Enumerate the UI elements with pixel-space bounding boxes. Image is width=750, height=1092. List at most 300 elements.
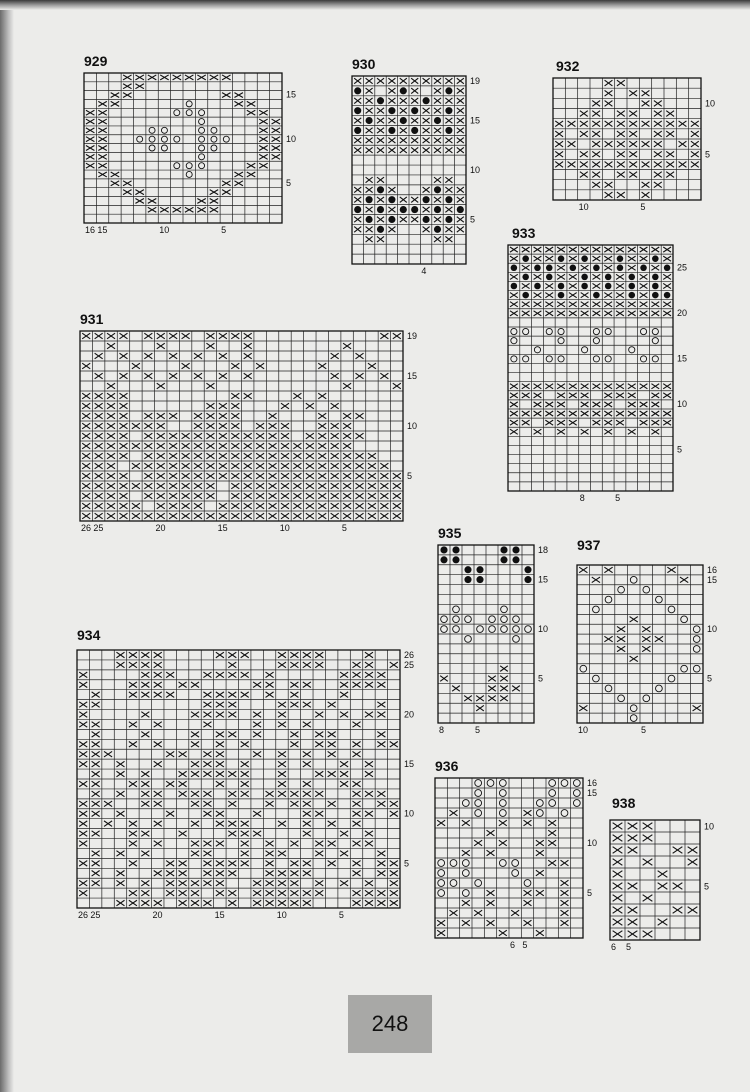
cross-stitch — [616, 411, 624, 416]
cross-stitch — [157, 513, 165, 519]
cross-stitch — [328, 861, 336, 867]
cross-stitch — [628, 883, 638, 890]
cross-stitch — [318, 393, 326, 399]
open-circle-stitch — [223, 136, 229, 142]
cross-stitch — [244, 353, 252, 359]
cross-stitch — [259, 163, 267, 168]
cross-stitch — [628, 429, 636, 434]
cross-stitch — [259, 119, 267, 124]
cross-stitch — [256, 423, 264, 429]
cross-stitch — [266, 841, 274, 847]
cross-stitch — [536, 930, 544, 936]
row-number: 5 — [704, 881, 710, 892]
cross-stitch — [377, 732, 385, 738]
cross-stitch — [651, 311, 659, 316]
filled-dot-stitch — [400, 87, 407, 94]
cross-stitch — [79, 682, 87, 688]
cross-stitch — [328, 841, 336, 847]
cross-stitch — [95, 483, 103, 489]
cross-stitch — [522, 311, 530, 316]
open-circle-stitch — [593, 328, 599, 334]
cross-stitch — [231, 423, 239, 429]
cross-stitch — [663, 302, 671, 307]
row-number: 15 — [707, 574, 718, 585]
cross-stitch — [561, 920, 569, 926]
cross-stitch — [536, 870, 544, 876]
cross-stitch — [356, 413, 364, 419]
filled-dot-stitch — [377, 226, 384, 233]
filled-dot-stitch — [423, 97, 430, 104]
cross-stitch — [380, 373, 388, 379]
cross-stitch — [116, 870, 124, 876]
cross-stitch — [216, 741, 224, 747]
cross-stitch — [144, 443, 152, 449]
cross-stitch — [166, 781, 174, 787]
open-circle-stitch — [186, 110, 192, 116]
cross-stitch — [210, 207, 218, 212]
cross-stitch — [331, 503, 339, 509]
cross-stitch — [82, 483, 90, 489]
cross-stitch — [116, 851, 124, 857]
cross-stitch — [290, 702, 298, 708]
open-circle-stitch — [149, 136, 155, 142]
filled-dot-stitch — [511, 264, 518, 271]
cross-stitch — [179, 831, 187, 837]
cross-stitch — [654, 101, 662, 107]
cross-stitch — [691, 131, 699, 137]
filled-dot-stitch — [400, 117, 407, 124]
row-number: 15 — [538, 574, 549, 585]
open-circle-stitch — [475, 780, 482, 787]
cross-stitch — [617, 131, 625, 137]
filled-dot-stitch — [400, 206, 407, 213]
cross-stitch — [629, 111, 637, 117]
row-number: 10 — [286, 133, 297, 144]
cross-stitch — [557, 247, 565, 252]
cross-stitch — [154, 791, 162, 797]
cross-stitch — [293, 443, 301, 449]
row-number: 5 — [407, 471, 413, 481]
cross-stitch — [593, 411, 601, 416]
cross-stitch — [579, 567, 587, 573]
open-circle-stitch — [693, 626, 700, 633]
cross-stitch — [388, 98, 395, 104]
open-circle-stitch — [549, 800, 556, 807]
cross-stitch — [667, 567, 675, 573]
cross-stitch — [411, 138, 418, 144]
cross-stitch — [366, 98, 373, 104]
column-number: 8 — [579, 493, 585, 503]
filled-dot-stitch — [511, 283, 518, 290]
cross-stitch — [445, 147, 452, 153]
cross-stitch — [548, 840, 556, 846]
cross-stitch — [290, 841, 298, 847]
cross-stitch — [522, 283, 530, 288]
cross-stitch — [457, 78, 464, 84]
cross-stitch — [129, 900, 137, 906]
cross-stitch — [616, 420, 624, 425]
cross-stitch — [390, 662, 398, 668]
cross-stitch — [219, 423, 227, 429]
cross-stitch — [141, 900, 149, 906]
open-circle-stitch — [593, 338, 599, 344]
cross-stitch — [256, 493, 264, 499]
cross-stitch — [679, 141, 687, 147]
cross-stitch — [123, 84, 131, 89]
chart-937 — [577, 537, 717, 735]
cross-stitch — [203, 900, 211, 906]
cross-stitch — [86, 154, 94, 159]
open-circle-stitch — [558, 338, 564, 344]
cross-stitch — [98, 154, 106, 159]
cross-stitch — [266, 801, 274, 807]
cross-stitch — [203, 751, 211, 757]
cross-stitch — [278, 900, 286, 906]
open-circle-stitch — [668, 675, 675, 682]
cross-stitch — [352, 741, 360, 747]
cross-stitch — [400, 197, 407, 203]
cross-stitch — [377, 791, 385, 797]
cross-stitch — [247, 172, 255, 177]
column-number: 5 — [338, 910, 344, 920]
cross-stitch — [278, 821, 286, 827]
cross-stitch — [129, 682, 137, 688]
cross-stitch — [259, 128, 267, 133]
cross-stitch — [216, 702, 224, 708]
cross-stitch — [95, 413, 103, 419]
cross-stitch — [604, 393, 612, 398]
cross-stitch — [144, 353, 152, 359]
cross-stitch — [86, 163, 94, 168]
row-number: 25 — [677, 262, 688, 273]
cross-stitch — [119, 473, 127, 479]
open-circle-stitch — [462, 800, 469, 807]
cross-stitch — [228, 712, 236, 718]
cross-stitch — [318, 513, 326, 519]
cross-stitch — [278, 751, 286, 757]
cross-stitch — [534, 402, 542, 407]
cross-stitch — [522, 247, 530, 252]
cross-stitch — [107, 343, 115, 349]
cross-stitch — [315, 841, 323, 847]
filled-dot-stitch — [581, 274, 588, 281]
cross-stitch — [119, 333, 127, 339]
cross-stitch — [157, 493, 165, 499]
cross-stitch — [191, 682, 199, 688]
cross-stitch — [524, 920, 532, 926]
cross-stitch — [92, 771, 100, 777]
cross-stitch — [191, 841, 199, 847]
cross-stitch — [132, 513, 140, 519]
cross-stitch — [380, 493, 388, 499]
cross-stitch — [241, 821, 249, 827]
cross-stitch — [604, 420, 612, 425]
cross-stitch — [555, 121, 563, 127]
open-circle-stitch — [199, 136, 205, 142]
cross-stitch — [253, 712, 261, 718]
cross-stitch — [157, 453, 165, 459]
cross-stitch — [107, 493, 115, 499]
open-circle-stitch — [475, 810, 482, 817]
cross-stitch — [545, 311, 553, 316]
cross-stitch — [568, 162, 576, 168]
column-number: 26 — [78, 910, 89, 920]
cross-stitch — [82, 453, 90, 459]
cross-stitch — [534, 302, 542, 307]
cross-stitch — [79, 861, 87, 867]
cross-stitch — [244, 493, 252, 499]
cross-stitch — [182, 483, 190, 489]
cross-stitch — [141, 831, 149, 837]
cross-stitch — [604, 384, 612, 389]
cross-stitch — [654, 111, 662, 117]
cross-stitch — [119, 443, 127, 449]
cross-stitch — [244, 443, 252, 449]
cross-stitch — [306, 493, 314, 499]
cross-stitch — [82, 503, 90, 509]
cross-stitch — [393, 383, 401, 389]
open-circle-stitch — [630, 715, 637, 722]
cross-stitch — [169, 353, 177, 359]
open-circle-stitch — [501, 616, 508, 623]
cross-stitch — [569, 247, 577, 252]
cross-stitch — [256, 473, 264, 479]
cross-stitch — [318, 463, 326, 469]
cross-stitch — [666, 151, 674, 157]
row-number: 19 — [407, 331, 418, 341]
cross-stitch — [643, 859, 653, 866]
cross-stitch — [388, 78, 395, 84]
cross-stitch — [605, 101, 613, 107]
cross-stitch — [642, 162, 650, 168]
filled-dot-stitch — [524, 576, 531, 583]
cross-stitch — [278, 761, 286, 767]
cross-stitch — [457, 128, 464, 134]
cross-stitch — [244, 433, 252, 439]
open-circle-stitch — [450, 860, 457, 867]
cross-stitch — [356, 463, 364, 469]
cross-stitch — [352, 682, 360, 688]
cross-stitch — [203, 861, 211, 867]
cross-stitch — [368, 513, 376, 519]
cross-stitch — [445, 78, 452, 84]
cross-stitch — [534, 247, 542, 252]
chart-935 — [438, 525, 548, 735]
cross-stitch — [365, 682, 373, 688]
cross-stitch — [185, 75, 193, 80]
row-number: 10 — [538, 624, 549, 635]
cross-stitch — [98, 119, 106, 124]
cross-stitch — [135, 190, 143, 195]
cross-stitch — [219, 413, 227, 419]
cross-stitch — [253, 900, 261, 906]
cross-stitch — [462, 820, 470, 826]
cross-stitch — [377, 217, 384, 223]
cross-stitch — [434, 108, 441, 114]
cross-stitch — [352, 751, 360, 757]
grid — [508, 245, 673, 491]
cross-stitch — [328, 702, 336, 708]
cross-stitch — [356, 453, 364, 459]
cross-stitch — [434, 138, 441, 144]
cross-stitch — [107, 463, 115, 469]
cross-stitch — [340, 771, 348, 777]
cross-stitch — [377, 801, 385, 807]
cross-stitch — [654, 131, 662, 137]
cross-stitch — [272, 137, 280, 142]
cross-stitch — [141, 692, 149, 698]
cross-stitch — [315, 662, 323, 668]
cross-stitch — [116, 900, 124, 906]
cross-stitch — [210, 190, 218, 195]
cross-stitch — [411, 217, 418, 223]
filled-dot-stitch — [652, 283, 659, 290]
cross-stitch — [123, 75, 131, 80]
cross-stitch — [191, 712, 199, 718]
open-circle-stitch — [501, 606, 508, 613]
cross-stitch — [557, 393, 565, 398]
cross-stitch — [318, 413, 326, 419]
cross-stitch — [219, 353, 227, 359]
cross-stitch — [157, 483, 165, 489]
cross-stitch — [366, 227, 373, 233]
cross-stitch — [318, 363, 326, 369]
cross-stitch — [393, 493, 401, 499]
cross-stitch — [290, 870, 298, 876]
cross-stitch — [107, 403, 115, 409]
cross-stitch — [377, 78, 384, 84]
cross-stitch — [79, 702, 87, 708]
cross-stitch — [628, 835, 638, 842]
cross-stitch — [154, 652, 162, 658]
cross-stitch — [107, 423, 115, 429]
open-circle-stitch — [605, 356, 611, 362]
chart-title: 931 — [80, 311, 104, 327]
cross-stitch — [315, 851, 323, 857]
cross-stitch — [616, 393, 624, 398]
cross-stitch — [605, 90, 613, 96]
cross-stitch — [86, 119, 94, 124]
open-circle-stitch — [487, 780, 494, 787]
cross-stitch — [581, 402, 589, 407]
cross-stitch — [340, 712, 348, 718]
cross-stitch — [303, 781, 311, 787]
cross-stitch — [256, 503, 264, 509]
cross-stitch — [654, 172, 662, 178]
cross-stitch — [95, 513, 103, 519]
cross-stitch — [206, 343, 214, 349]
open-circle-stitch — [561, 810, 568, 817]
cross-stitch — [111, 181, 119, 186]
cross-stitch — [352, 811, 360, 817]
cross-stitch — [365, 890, 373, 896]
cross-stitch — [315, 880, 323, 886]
cross-stitch — [628, 256, 636, 261]
cross-stitch — [651, 302, 659, 307]
cross-stitch — [604, 567, 612, 573]
cross-stitch — [278, 890, 286, 896]
cross-stitch — [92, 732, 100, 738]
cross-stitch — [293, 493, 301, 499]
cross-stitch — [231, 443, 239, 449]
cross-stitch — [306, 473, 314, 479]
open-circle-stitch — [558, 328, 564, 334]
cross-stitch — [593, 302, 601, 307]
cross-stitch — [411, 78, 418, 84]
cross-stitch — [129, 652, 137, 658]
cross-stitch — [534, 429, 542, 434]
cross-stitch — [366, 236, 373, 242]
cross-stitch — [203, 692, 211, 698]
cross-stitch — [203, 841, 211, 847]
filled-dot-stitch — [377, 206, 384, 213]
cross-stitch — [119, 453, 127, 459]
cross-stitch — [457, 217, 464, 223]
cross-stitch — [581, 393, 589, 398]
cross-stitch — [561, 880, 569, 886]
cross-stitch — [651, 265, 659, 270]
open-circle-stitch — [618, 695, 625, 702]
cross-stitch — [524, 810, 532, 816]
filled-dot-stitch — [558, 255, 565, 262]
cross-stitch — [365, 880, 373, 886]
column-number: 6 — [611, 942, 617, 952]
cross-stitch — [141, 890, 149, 896]
cross-stitch — [191, 900, 199, 906]
row-number: 10 — [677, 399, 688, 410]
cross-stitch — [510, 402, 518, 407]
cross-stitch — [640, 302, 648, 307]
grid — [438, 545, 534, 723]
cross-stitch — [557, 384, 565, 389]
cross-stitch — [318, 503, 326, 509]
cross-stitch — [315, 741, 323, 747]
cross-stitch — [231, 433, 239, 439]
cross-stitch — [303, 761, 311, 767]
cross-stitch — [228, 900, 236, 906]
cross-stitch — [340, 831, 348, 837]
cross-stitch — [157, 473, 165, 479]
cross-stitch — [354, 118, 361, 124]
cross-stitch — [628, 302, 636, 307]
cross-stitch — [522, 302, 530, 307]
cross-stitch — [593, 256, 601, 261]
cross-stitch — [343, 383, 351, 389]
cross-stitch — [354, 227, 361, 233]
cross-stitch — [356, 473, 364, 479]
filled-dot-stitch — [617, 255, 624, 262]
filled-dot-stitch — [377, 186, 384, 193]
chart-title: 933 — [512, 225, 536, 241]
cross-stitch — [423, 187, 430, 193]
cross-stitch — [247, 101, 255, 106]
cross-stitch — [352, 900, 360, 906]
cross-stitch — [380, 513, 388, 519]
cross-stitch — [241, 692, 249, 698]
cross-stitch — [318, 443, 326, 449]
cross-stitch — [79, 821, 87, 827]
cross-stitch — [331, 513, 339, 519]
cross-stitch — [132, 463, 140, 469]
cross-stitch — [663, 384, 671, 389]
open-circle-stitch — [618, 586, 625, 593]
cross-stitch — [210, 198, 218, 203]
open-circle-stitch — [656, 596, 663, 603]
cross-stitch — [95, 403, 103, 409]
cross-stitch — [642, 90, 650, 96]
cross-stitch — [278, 712, 286, 718]
cross-stitch — [157, 463, 165, 469]
